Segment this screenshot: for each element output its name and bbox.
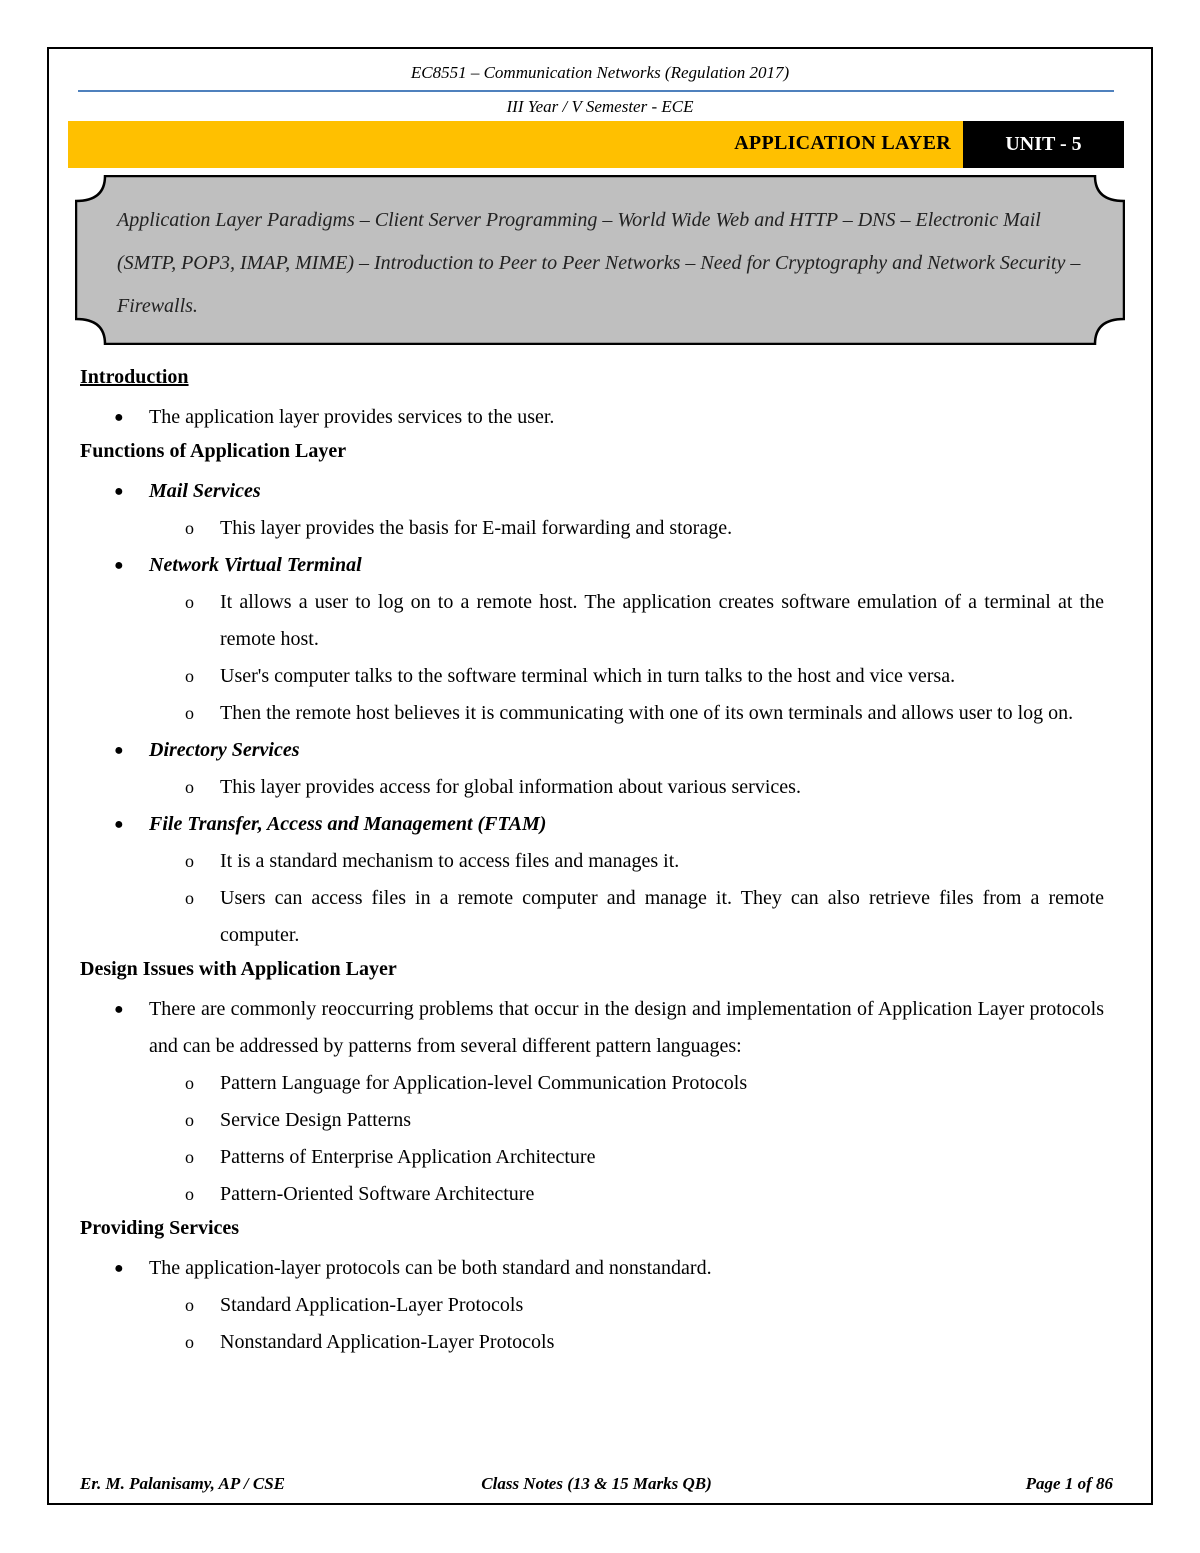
list-item-text: This layer provides the basis for E-mail forwarding and storage. bbox=[220, 517, 733, 539]
list-item-text: Nonstandard Application-Layer Protocols bbox=[220, 1331, 555, 1353]
sub-list-item bbox=[80, 1324, 1104, 1361]
topics-text: Application Layer Paradigms – Client Server Programming – World Wide Web and HTTP – DNS – Electronic Mail (SMTP, POP3, IMAP, MIME) – Introduction to Peer to Peer Networks – Need for Cryptography and Network Security – Firewalls. bbox=[117, 209, 1081, 317]
sub-list-item bbox=[80, 695, 1104, 732]
bullet-icon: ● bbox=[114, 1001, 124, 1018]
list-item-text: It is a standard mechanism to access files and manages it. bbox=[220, 850, 680, 872]
circle-bullet-icon: o bbox=[185, 1295, 194, 1315]
sub-list-item bbox=[80, 1176, 1104, 1213]
list-item bbox=[80, 473, 1104, 510]
list-item bbox=[80, 399, 1104, 436]
circle-bullet-icon: o bbox=[185, 777, 194, 797]
list-item-title: Network Virtual Terminal bbox=[149, 554, 362, 576]
sub-list-item bbox=[80, 1287, 1104, 1324]
bullet-icon: ● bbox=[114, 557, 124, 574]
bullet-icon: ● bbox=[114, 483, 124, 500]
list-item bbox=[80, 991, 1104, 1065]
title-band bbox=[68, 121, 963, 168]
circle-bullet-icon: o bbox=[185, 888, 194, 908]
list-item-text: User's computer talks to the software terminal which in turn talks to the host and vice versa. bbox=[220, 665, 956, 687]
unit-badge: UNIT - 5 bbox=[963, 121, 1124, 168]
circle-bullet-icon: o bbox=[185, 666, 194, 686]
bullet-icon: ● bbox=[114, 742, 124, 759]
intro-heading: Introduction bbox=[80, 366, 189, 388]
sub-list-item bbox=[80, 880, 1104, 954]
bullet-icon: ● bbox=[114, 816, 124, 833]
circle-bullet-icon: o bbox=[185, 1073, 194, 1093]
list-item-text: There are commonly reoccurring problems that occur in the design and implementation of Application Layer protocols and can be addressed by patterns from several different pattern languages: bbox=[149, 998, 1104, 1057]
circle-bullet-icon: o bbox=[185, 1332, 194, 1352]
list-item-text: Pattern Language for Application-level Communication Protocols bbox=[220, 1072, 748, 1094]
chapter-title: APPLICATION LAYER bbox=[734, 132, 951, 154]
circle-bullet-icon: o bbox=[185, 851, 194, 871]
circle-bullet-icon: o bbox=[185, 518, 194, 538]
topics-box bbox=[75, 175, 1125, 345]
list-item-text: Pattern-Oriented Software Architecture bbox=[220, 1183, 535, 1205]
list-item-text: Service Design Patterns bbox=[220, 1109, 412, 1131]
course-header: EC8551 – Communication Networks (Regulation 2017) bbox=[410, 63, 790, 82]
footer-author: Er. M. Palanisamy, AP / CSE bbox=[80, 1474, 285, 1493]
main-content bbox=[80, 362, 1104, 1361]
sub-list-item bbox=[80, 658, 1104, 695]
list-item bbox=[80, 547, 1104, 584]
circle-bullet-icon: o bbox=[185, 1110, 194, 1130]
list-item-title: Mail Services bbox=[149, 480, 261, 502]
functions-heading: Functions of Application Layer bbox=[80, 440, 347, 462]
list-item-text: Standard Application-Layer Protocols bbox=[220, 1294, 524, 1316]
list-item-text: Users can access files in a remote computer and manage it. They can also retrieve files from a remote computer. bbox=[220, 887, 1104, 946]
sub-list-item bbox=[80, 843, 1104, 880]
list-item-text: Patterns of Enterprise Application Architecture bbox=[220, 1146, 596, 1168]
footer-page-number: Page 1 of 86 bbox=[1025, 1474, 1113, 1493]
list-item bbox=[80, 806, 1104, 843]
bullet-icon: ● bbox=[114, 1260, 124, 1277]
list-item-text: Then the remote host believes it is communicating with one of its own terminals and allows user to log on. bbox=[220, 702, 1074, 724]
list-item-text: The application layer provides services to the user. bbox=[149, 406, 555, 428]
list-item-text: The application-layer protocols can be both standard and nonstandard. bbox=[149, 1257, 712, 1279]
list-item bbox=[80, 1250, 1104, 1287]
list-item-text: This layer provides access for global information about various services. bbox=[220, 776, 801, 798]
sub-list-item bbox=[80, 510, 1104, 547]
circle-bullet-icon: o bbox=[185, 1184, 194, 1204]
circle-bullet-icon: o bbox=[185, 592, 194, 612]
header-rule bbox=[78, 90, 1114, 92]
circle-bullet-icon: o bbox=[185, 703, 194, 723]
sub-list-item bbox=[80, 1102, 1104, 1139]
design-heading: Design Issues with Application Layer bbox=[80, 958, 397, 980]
sub-list-item bbox=[80, 1065, 1104, 1102]
list-item-title: Directory Services bbox=[149, 739, 300, 761]
services-heading: Providing Services bbox=[80, 1217, 240, 1239]
list-item-title: File Transfer, Access and Management (FTAM) bbox=[149, 813, 547, 835]
sub-list-item bbox=[80, 769, 1104, 806]
year-header: III Year / V Semester - ECE bbox=[506, 97, 694, 116]
footer-notes: Class Notes (13 & 15 Marks QB) bbox=[481, 1474, 712, 1493]
bullet-icon: ● bbox=[114, 409, 124, 426]
sub-list-item bbox=[80, 1139, 1104, 1176]
list-item bbox=[80, 732, 1104, 769]
circle-bullet-icon: o bbox=[185, 1147, 194, 1167]
sub-list-item bbox=[80, 584, 1104, 658]
list-item-text: It allows a user to log on to a remote host. The application creates software emulation of a terminal at the remote host. bbox=[220, 591, 1104, 650]
